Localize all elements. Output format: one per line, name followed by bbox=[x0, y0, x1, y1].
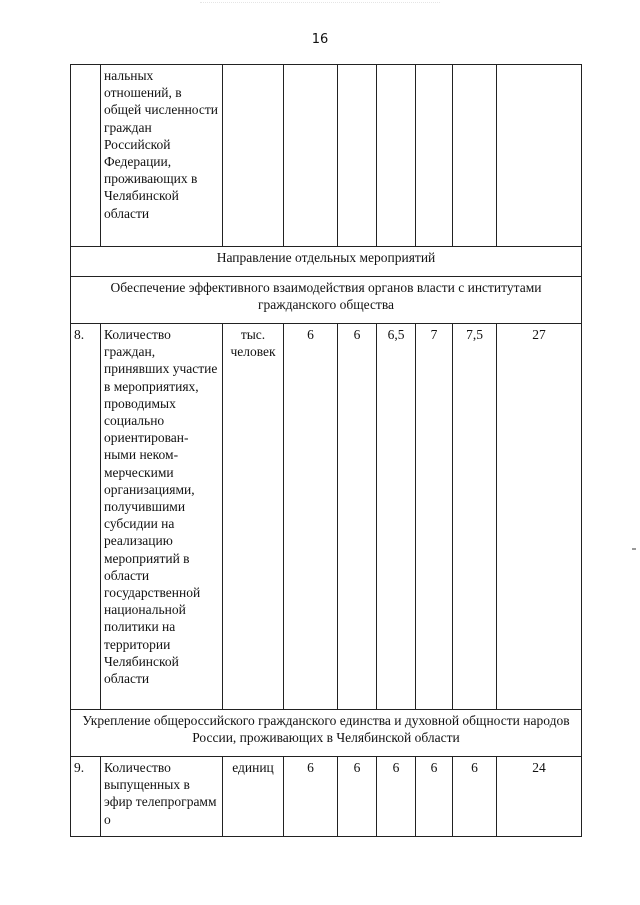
value-cell: 7,5 bbox=[453, 324, 497, 710]
section-row bbox=[71, 247, 582, 277]
value-cell: 6,5 bbox=[377, 324, 416, 710]
subsection-heading: Обеспечение эффективного взаимодействия органов власти с институтами гражданского общества bbox=[71, 277, 582, 324]
total-cell bbox=[497, 65, 582, 247]
unit-cell bbox=[223, 65, 284, 247]
scan-margin-mark bbox=[632, 548, 636, 550]
table-row-continued bbox=[71, 65, 582, 247]
value-cell: 6 bbox=[338, 324, 377, 710]
total-cell: 24 bbox=[497, 757, 582, 837]
value-cell bbox=[338, 65, 377, 247]
row-number-cell bbox=[71, 65, 101, 247]
value-cell bbox=[284, 65, 338, 247]
subsection-row bbox=[71, 710, 582, 757]
value-cell: 6 bbox=[377, 757, 416, 837]
row-number-cell: 8. bbox=[71, 324, 101, 710]
total-cell: 27 bbox=[497, 324, 582, 710]
value-cell bbox=[416, 65, 453, 247]
subsection-row bbox=[71, 277, 582, 324]
indicator-cell: Количество граждан, принявших участие в мероприятиях, проводимых социально ориентирован-ными неком-мерческими организациями, получившими субсидии на реализацию мероприятий в области государственной национальной политики на территории Челябинской области bbox=[101, 324, 223, 710]
indicators-table bbox=[70, 64, 582, 837]
value-cell bbox=[377, 65, 416, 247]
indicator-cell: Количество выпущенных в эфир телепрограмм о bbox=[101, 757, 223, 837]
subsection-heading: Укрепление общероссийского гражданского единства и духовной общности народов России, проживающих в Челябинской области bbox=[71, 710, 582, 757]
row-number-cell: 9. bbox=[71, 757, 101, 837]
value-cell: 6 bbox=[416, 757, 453, 837]
value-cell: 6 bbox=[453, 757, 497, 837]
unit-cell: тыс. человек bbox=[223, 324, 284, 710]
table-row-8 bbox=[71, 324, 582, 710]
value-cell: 6 bbox=[338, 757, 377, 837]
value-cell: 6 bbox=[284, 757, 338, 837]
table-row-9 bbox=[71, 757, 582, 837]
indicator-cell: нальных отношений, в общей численности граждан Российской Федерации, проживающих в Челябинской области bbox=[101, 65, 223, 247]
unit-cell: единиц bbox=[223, 757, 284, 837]
value-cell bbox=[453, 65, 497, 247]
section-heading: Направление отдельных мероприятий bbox=[71, 247, 582, 277]
page-number: 16 bbox=[311, 32, 329, 47]
value-cell: 6 bbox=[284, 324, 338, 710]
scan-header-artifact bbox=[200, 2, 440, 11]
value-cell: 7 bbox=[416, 324, 453, 710]
